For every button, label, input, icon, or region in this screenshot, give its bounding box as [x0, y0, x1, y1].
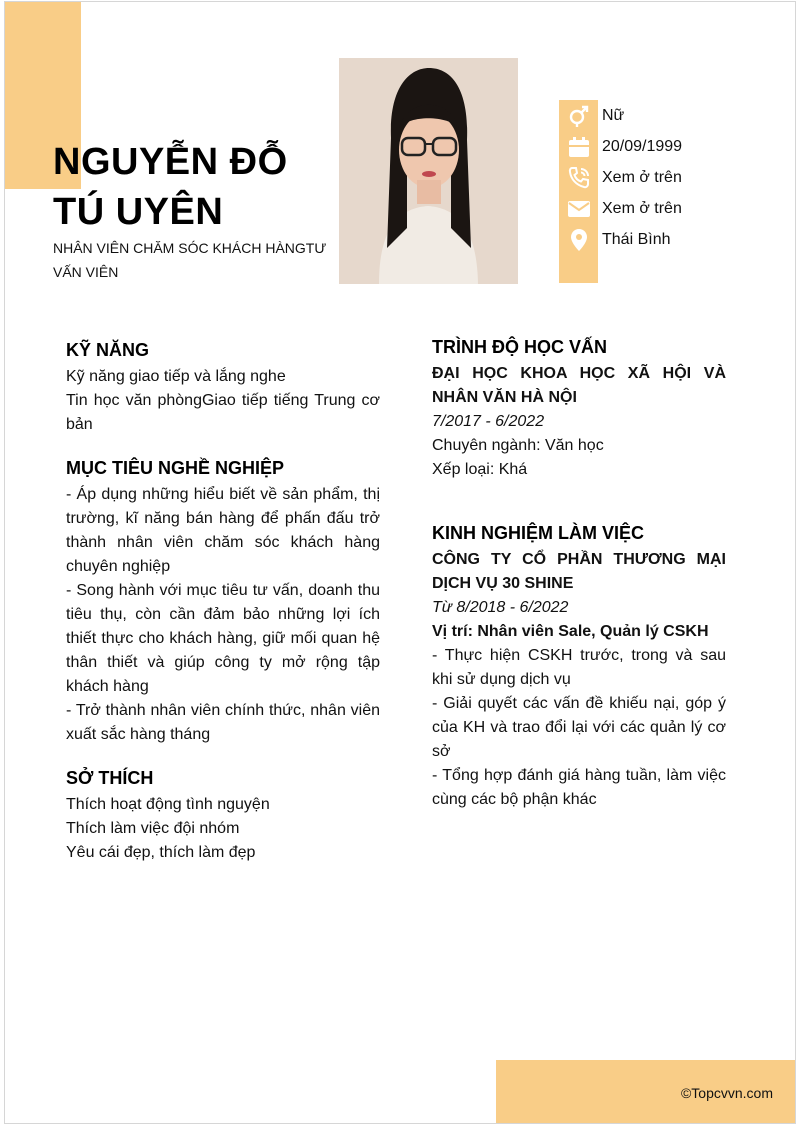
duty-item: - Giải quyết các vấn đề khiếu nại, góp ý của KH và trao đổi lại với các quản lý cơ sở	[432, 695, 726, 760]
birthday-value: 20/09/1999	[602, 137, 683, 155]
education-major: Chuyên ngành: Văn học	[432, 437, 604, 454]
contact-gender	[559, 100, 759, 131]
education-period: 7/2017 - 6/2022	[432, 413, 545, 430]
contact-email	[559, 193, 759, 224]
skill-item: Kỹ năng giao tiếp và lắng nghe	[66, 368, 286, 385]
skills-title: KỸ NĂNG	[66, 340, 150, 360]
contact-birthday	[559, 131, 759, 162]
hobbies-title: SỞ THÍCH	[66, 768, 154, 788]
experience-period: Từ 8/2018 - 6/2022	[432, 599, 569, 616]
objective-item: - Song hành với mục tiêu tư vấn, doanh thu tiêu thụ, còn cần đảm bảo những lợi ích thiết thực cho khách hàng, giữ mối quan hệ thân thiết và giúp công ty mở rộng tập khách hàng	[66, 582, 380, 695]
objective-item: - Áp dụng những hiểu biết về sản phẩm, thị trường, kĩ năng bán hàng để phấn đấu trở thành nhân viên chăm sóc khách hàng chuyên nghiệp	[66, 486, 380, 575]
education-grade: Xếp loại: Khá	[432, 461, 528, 478]
job-title: NHÂN VIÊN CHĂM SÓC KHÁCH HÀNGTƯ VẤN VIÊN	[53, 240, 327, 280]
location-icon	[559, 224, 598, 255]
contact-list	[559, 100, 759, 255]
hobby-item: Thích làm việc đội nhóm	[66, 820, 240, 837]
objective-title: MỤC TIÊU NGHỀ NGHIỆP	[66, 458, 285, 478]
education-title: TRÌNH ĐỘ HỌC VẤN	[432, 337, 607, 357]
contact-address	[559, 224, 759, 255]
duty-item: - Tổng hợp đánh giá hàng tuần, làm việc cùng các bộ phận khác	[432, 767, 726, 808]
school-name: ĐẠI HỌC KHOA HỌC XÃ HỘI VÀ NHÂN VĂN HÀ NỘI	[432, 365, 726, 406]
calendar-icon	[559, 131, 598, 162]
contact-phone	[559, 162, 759, 193]
profile-photo	[339, 58, 518, 284]
email-value: Xem ở trên	[602, 199, 682, 217]
candidate-name: NGUYỄN ĐỖ TÚ UYÊN	[53, 141, 288, 233]
hobby-item: Yêu cái đẹp, thích làm đẹp	[66, 844, 256, 861]
cv-page	[4, 1, 796, 1124]
gender-icon	[559, 100, 598, 131]
phone-icon	[559, 162, 598, 193]
phone-value: Xem ở trên	[602, 168, 682, 186]
skill-item: Tin học văn phòngGiao tiếp tiếng Trung cơ bản	[66, 392, 380, 433]
gender-value: Nữ	[602, 106, 625, 124]
email-icon	[559, 193, 598, 224]
right-column	[432, 334, 726, 812]
experience-title: KINH NGHIỆM LÀM VIỆC	[432, 523, 645, 543]
experience-position: Vị trí: Nhân viên Sale, Quản lý CSKH	[432, 623, 709, 640]
portrait-illustration	[339, 58, 518, 284]
hobby-item: Thích hoạt động tình nguyện	[66, 796, 270, 813]
address-value: Thái Bình	[602, 230, 671, 248]
left-column	[66, 337, 380, 865]
duty-item: - Thực hiện CSKH trước, trong và sau khi sử dụng dịch vụ	[432, 647, 726, 688]
company-name: CÔNG TY CỔ PHẦN THƯƠNG MẠI DỊCH VỤ 30 SHINE	[432, 551, 726, 592]
objective-item: - Trở thành nhân viên chính thức, nhân viên xuất sắc hàng tháng	[66, 702, 380, 743]
copyright-text: ©Topcvvn.com	[680, 1085, 773, 1101]
